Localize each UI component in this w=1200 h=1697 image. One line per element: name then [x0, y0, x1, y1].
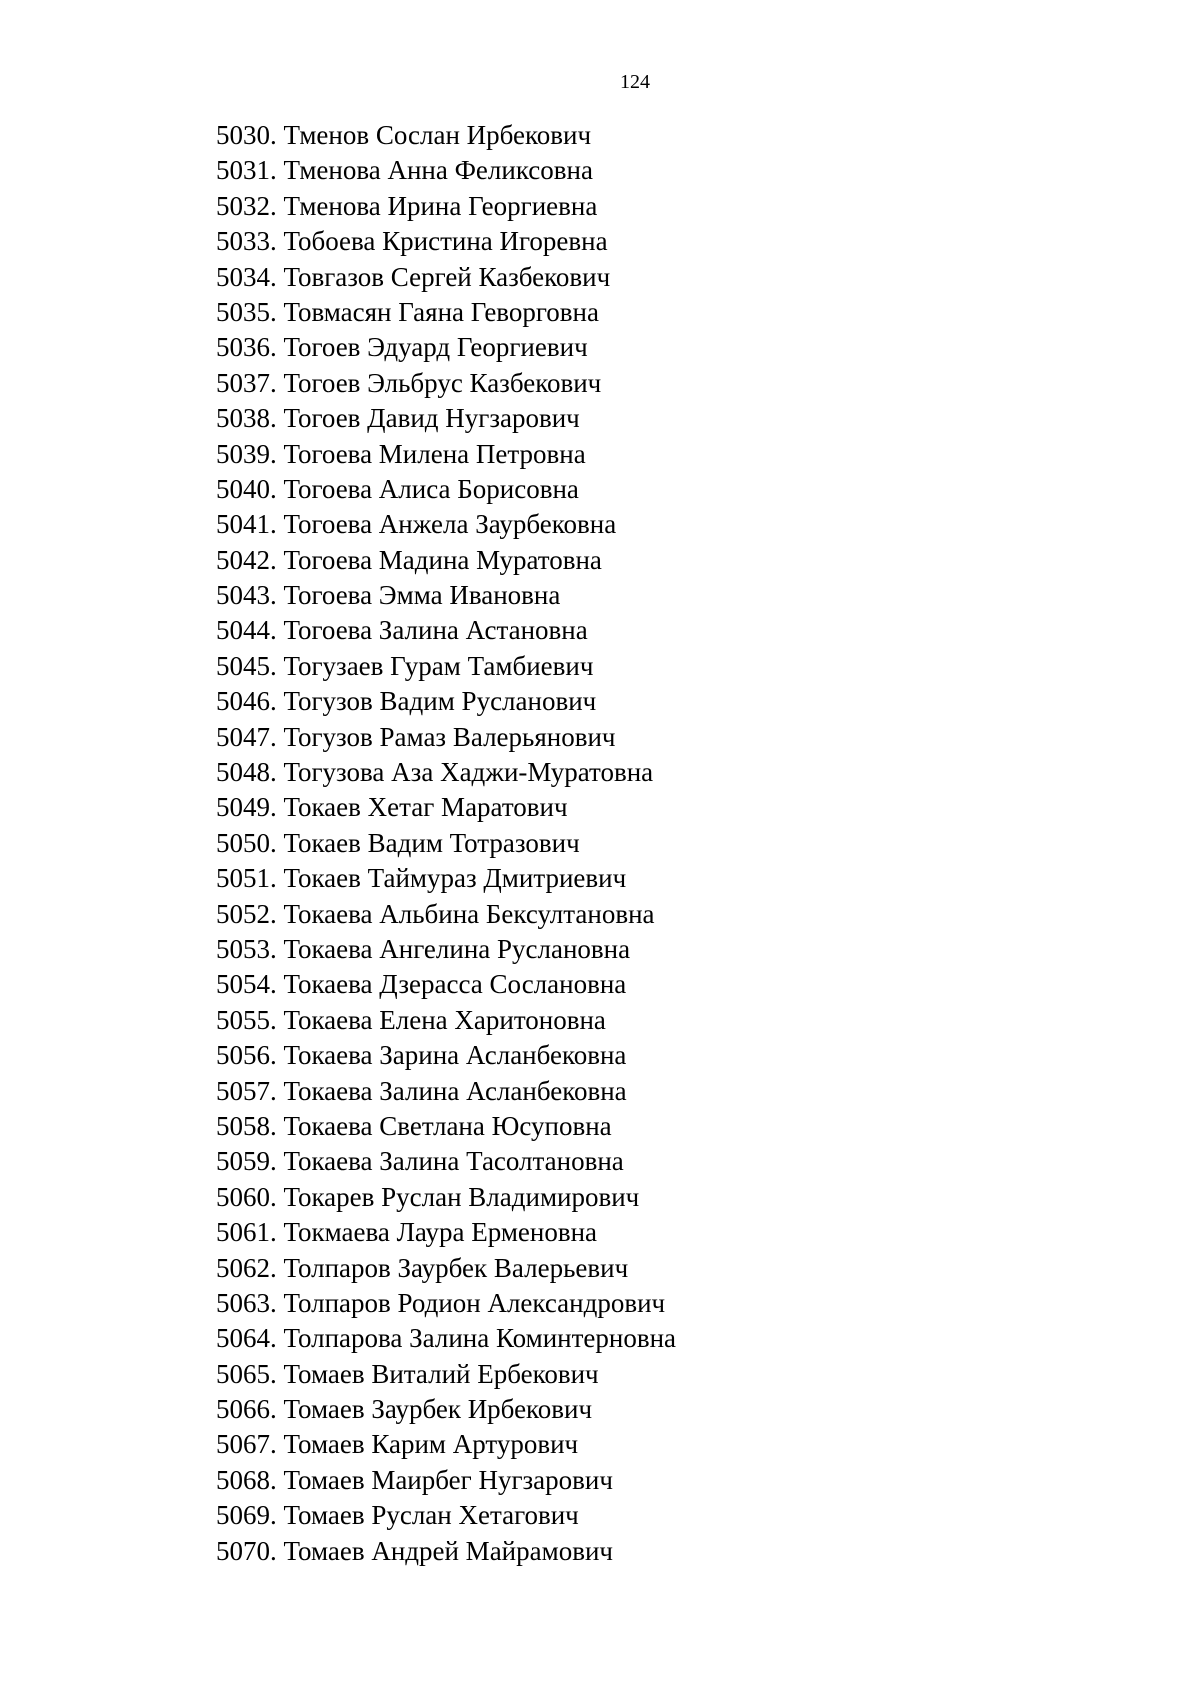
list-item [216, 613, 676, 648]
list-item [216, 578, 676, 613]
entry-number: 5065. [216, 1358, 277, 1389]
entry-number: 5060. [216, 1181, 277, 1212]
entry-name: Тогоева Эмма Ивановна [283, 580, 561, 611]
entry-number: 5034. [216, 261, 277, 292]
entry-name: Тогоев Давид Нугзарович [283, 403, 580, 434]
entry-name: Тобоева Кристина Игоревна [283, 226, 608, 257]
entry-name: Томаев Руслан Хетагович [283, 1500, 579, 1531]
list-item [216, 1392, 676, 1427]
entry-name: Токаев Таймураз Дмитриевич [283, 863, 627, 894]
list-item [216, 366, 676, 401]
entry-number: 5061. [216, 1217, 277, 1248]
entry-number: 5045. [216, 650, 277, 681]
entry-name: Томаев Заурбек Ирбекович [283, 1394, 593, 1425]
entry-name: Томаев Карим Артурович [283, 1429, 579, 1460]
entry-name: Тогузов Рамаз Валерьянович [283, 721, 616, 752]
entry-number: 5055. [216, 1004, 277, 1035]
entry-number: 5039. [216, 438, 277, 469]
list-item [216, 472, 676, 507]
list-item [216, 1357, 676, 1392]
list-item [216, 224, 676, 259]
entry-name: Токаева Альбина Бексултановна [283, 898, 655, 929]
entry-number: 5066. [216, 1394, 277, 1425]
list-item [216, 1109, 676, 1144]
list-item [216, 1286, 676, 1321]
list-item [216, 684, 676, 719]
entry-name: Тогузаев Гурам Тамбиевич [283, 650, 594, 681]
entry-number: 5069. [216, 1500, 277, 1531]
entry-number: 5035. [216, 296, 277, 327]
list-item [216, 1144, 676, 1179]
entry-name: Токарев Руслан Владимирович [283, 1181, 640, 1212]
entry-name: Товмасян Гаяна Геворговна [283, 296, 599, 327]
list-item [216, 861, 676, 896]
list-item [216, 295, 676, 330]
entry-number: 5041. [216, 509, 277, 540]
entry-name: Токаева Зарина Асланбековна [283, 1040, 627, 1071]
list-item [216, 720, 676, 755]
entry-number: 5042. [216, 544, 277, 575]
name-list [216, 118, 676, 1569]
list-item [216, 118, 676, 153]
list-item [216, 1215, 676, 1250]
entry-name: Томаев Маирбег Нугзарович [283, 1464, 613, 1495]
entry-number: 5043. [216, 580, 277, 611]
entry-name: Токаева Елена Харитоновна [283, 1004, 606, 1035]
entry-name: Тменов Сослан Ирбекович [283, 120, 592, 150]
list-item [216, 1003, 676, 1038]
list-item [216, 1038, 676, 1073]
entry-number: 5067. [216, 1429, 277, 1460]
list-item [216, 1074, 676, 1109]
entry-name: Толпарова Залина Коминтерновна [283, 1323, 677, 1354]
entry-name: Тогоева Залина Астановна [283, 615, 588, 646]
entry-number: 5037. [216, 367, 277, 398]
list-item [216, 649, 676, 684]
entry-number: 5046. [216, 686, 277, 717]
list-item [216, 1534, 676, 1569]
entry-number: 5056. [216, 1040, 277, 1071]
list-item [216, 826, 676, 861]
list-item [216, 755, 676, 790]
entry-number: 5053. [216, 933, 277, 964]
entry-name: Токмаева Лаура Ерменовна [283, 1217, 598, 1248]
entry-number: 5070. [216, 1535, 277, 1566]
list-item [216, 1251, 676, 1286]
entry-number: 5049. [216, 792, 277, 823]
list-item [216, 260, 676, 295]
list-item [216, 790, 676, 825]
entry-number: 5054. [216, 969, 277, 1000]
entry-number: 5030. [216, 120, 277, 150]
entry-name: Толпаров Родион Александрович [283, 1287, 666, 1318]
list-item [216, 437, 676, 472]
page-number: 124 [620, 71, 650, 93]
entry-name: Токаева Залина Тасолтановна [283, 1146, 624, 1177]
entry-number: 5063. [216, 1287, 277, 1318]
entry-name: Толпаров Заурбек Валерьевич [283, 1252, 629, 1283]
entry-number: 5038. [216, 403, 277, 434]
list-item [216, 967, 676, 1002]
entry-number: 5062. [216, 1252, 277, 1283]
list-item [216, 330, 676, 365]
entry-name: Токаев Вадим Тотразович [283, 827, 580, 858]
entry-name: Тогоев Эльбрус Казбекович [283, 367, 602, 398]
entry-name: Токаева Залина Асланбековна [283, 1075, 627, 1106]
entry-number: 5048. [216, 757, 277, 788]
list-item [216, 932, 676, 967]
list-item [216, 401, 676, 436]
entry-name: Томаев Андрей Майрамович [283, 1535, 613, 1566]
list-item [216, 1463, 676, 1498]
entry-name: Токаева Ангелина Руслановна [283, 933, 631, 964]
entry-name: Токаева Дзерасса Сослановна [283, 969, 627, 1000]
entry-number: 5044. [216, 615, 277, 646]
entry-number: 5033. [216, 226, 277, 257]
entry-name: Токаева Светлана Юсуповна [283, 1110, 612, 1141]
entry-number: 5068. [216, 1464, 277, 1495]
entry-number: 5050. [216, 827, 277, 858]
entry-number: 5047. [216, 721, 277, 752]
list-item [216, 507, 676, 542]
entry-name: Тменова Ирина Георгиевна [283, 190, 598, 221]
entry-number: 5051. [216, 863, 277, 894]
entry-name: Тогоева Милена Петровна [283, 438, 586, 469]
entry-name: Тогузов Вадим Русланович [283, 686, 597, 717]
entry-number: 5032. [216, 190, 277, 221]
entry-name: Тогузова Аза Хаджи-Муратовна [283, 757, 654, 788]
entry-name: Тогоева Алиса Борисовна [283, 473, 579, 504]
list-item [216, 189, 676, 224]
list-item [216, 1498, 676, 1533]
entry-number: 5040. [216, 473, 277, 504]
entry-number: 5052. [216, 898, 277, 929]
entry-name: Томаев Виталий Ербекович [283, 1358, 599, 1389]
entry-name: Тогоева Мадина Муратовна [283, 544, 602, 575]
list-item [216, 1321, 676, 1356]
entry-number: 5036. [216, 332, 277, 363]
list-item [216, 1427, 676, 1462]
entry-name: Тменова Анна Феликсовна [283, 155, 593, 186]
entry-number: 5031. [216, 155, 277, 186]
entry-number: 5059. [216, 1146, 277, 1177]
list-item [216, 543, 676, 578]
list-item [216, 153, 676, 188]
entry-number: 5058. [216, 1110, 277, 1141]
entry-name: Товгазов Сергей Казбекович [283, 261, 611, 292]
entry-number: 5057. [216, 1075, 277, 1106]
entry-name: Тогоев Эдуард Георгиевич [283, 332, 588, 363]
list-item [216, 897, 676, 932]
entry-number: 5064. [216, 1323, 277, 1354]
list-item [216, 1180, 676, 1215]
entry-name: Токаев Хетаг Маратович [283, 792, 568, 823]
entry-name: Тогоева Анжела Заурбековна [283, 509, 617, 540]
